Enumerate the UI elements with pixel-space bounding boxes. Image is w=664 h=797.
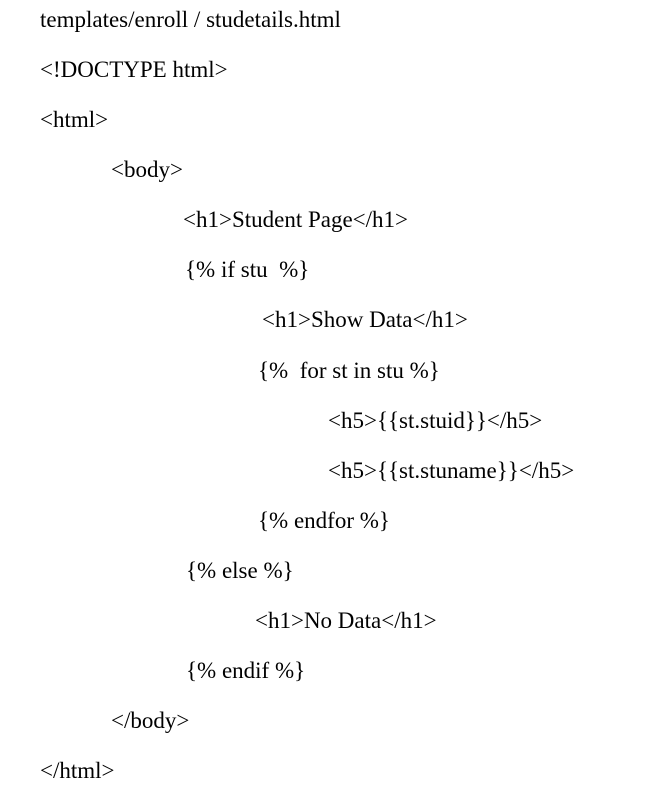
for-loop-line: {% for st in stu %} (258, 358, 440, 383)
html-open-line: <html> (40, 107, 109, 132)
h1-student-page-line: <h1>Student Page</h1> (183, 207, 409, 232)
h1-no-data-line: <h1>No Data</h1> (255, 608, 437, 633)
h5-stuname-line: <h5>{{st.stuname}}</h5> (328, 458, 575, 483)
file-path-line: templates/enroll / studetails.html (40, 7, 341, 32)
else-line: {% else %} (186, 558, 294, 583)
h5-stuid-line: <h5>{{st.stuid}}</h5> (328, 408, 543, 433)
doctype-line: <!DOCTYPE html> (40, 57, 228, 82)
html-close-line: </html> (40, 758, 115, 783)
endif-line: {% endif %} (186, 658, 306, 683)
h1-show-data-line: <h1>Show Data</h1> (262, 307, 468, 332)
if-stu-line: {% if stu %} (185, 257, 310, 282)
body-close-line: </body> (111, 708, 190, 733)
endfor-line: {% endfor %} (258, 508, 390, 533)
body-open-line: <body> (111, 157, 183, 182)
